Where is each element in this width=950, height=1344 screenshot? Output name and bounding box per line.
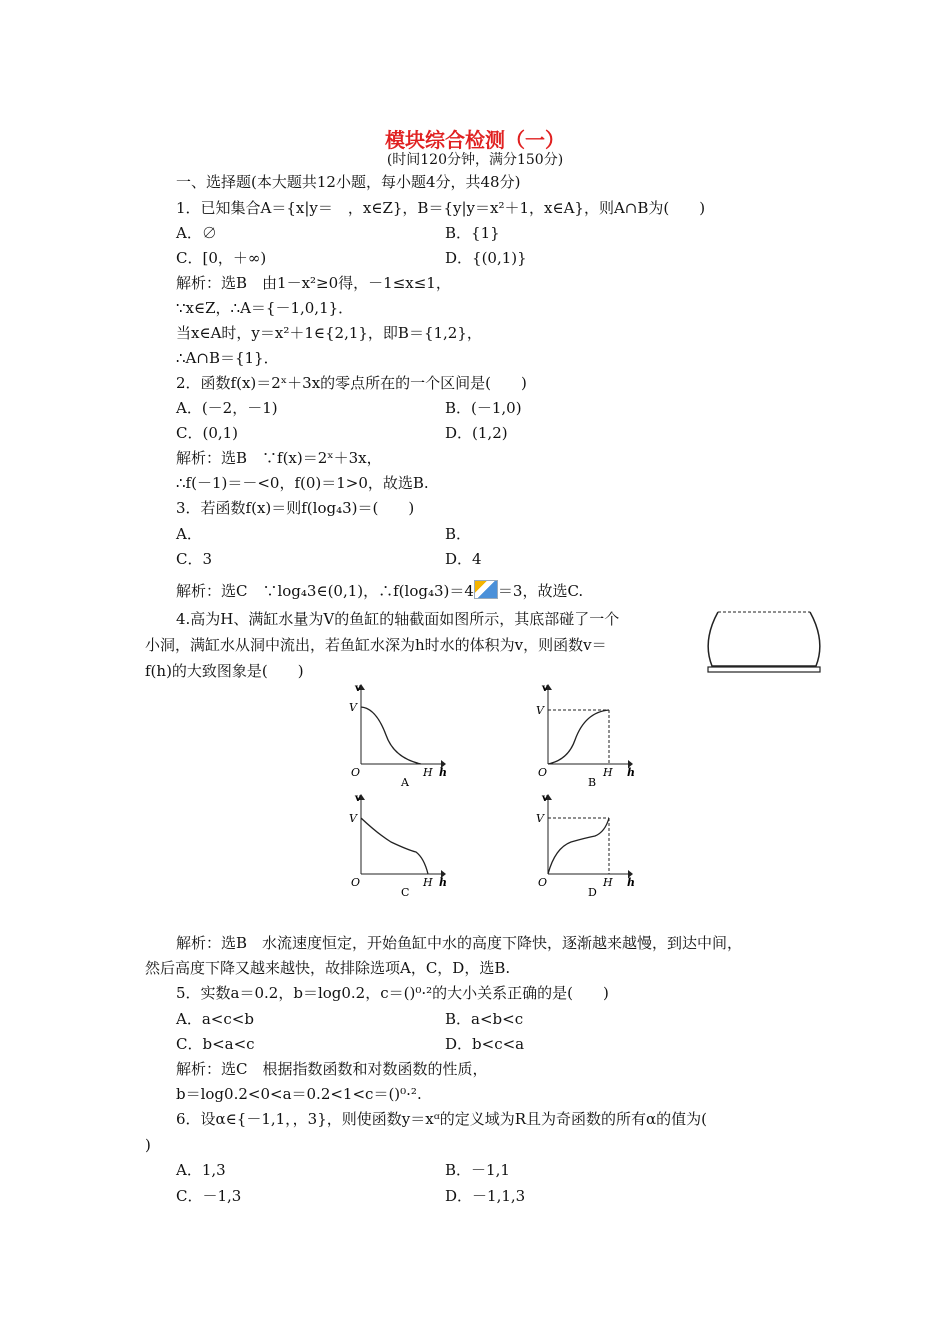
page-title: 模块综合检测（一） (385, 128, 565, 152)
question-4-line: 小洞，满缸水从洞中流出，若鱼缸水深为h时水的体积为v，则函数v＝ (145, 636, 607, 654)
axis-label-V: V (536, 812, 544, 825)
q2-option-d: D．(1,2) (445, 424, 508, 442)
q1-option-c: C．[0，＋∞) (176, 249, 267, 267)
axis-label-V: V (349, 701, 357, 714)
q1-option-b: B．{1} (445, 224, 500, 242)
q3-option-a: A． (176, 525, 202, 543)
question-1: 1．已知集合A＝{x|y＝ ，x∈Z}，B＝{y|y＝x²＋1，x∈A}，则A∩B为( ) (176, 199, 706, 217)
q6-option-b: B．－1,1 (445, 1161, 510, 1179)
q1-option-d: D．{(0,1)} (445, 249, 527, 267)
q6-option-d: D．－1,1,3 (445, 1187, 526, 1205)
q3-solution-line (176, 580, 583, 600)
fish-tank-figure (700, 606, 830, 678)
q2-solution-line: ∴f(－1)＝－<0，f(0)＝1>0，故选B. (176, 474, 429, 492)
axis-label-H: H (423, 876, 433, 889)
axis-label-H: H (603, 766, 613, 779)
q2-solution-line: 解析：选B ∵f(x)＝2ˣ＋3x， (176, 449, 382, 467)
graph-caption: D (588, 886, 597, 899)
q1-solution-line: 解析：选B 由1－x²≥0得，－1≤x≤1， (176, 274, 451, 292)
graph-option-c (346, 790, 446, 900)
graph-caption: C (401, 886, 410, 899)
axis-label-H: H (603, 876, 613, 889)
origin-label: O (351, 766, 361, 779)
graph-caption: A (401, 776, 409, 789)
q1-solution-line: ∵x∈Z，∴A＝{－1,0,1}． (176, 299, 354, 317)
graph-option-a (346, 680, 446, 790)
question-2: 2．函数f(x)＝2ˣ＋3x的零点所在的一个区间是( ) (176, 374, 527, 392)
q5-option-d: D．b<c<a (445, 1035, 525, 1053)
question-6-line: ) (145, 1136, 151, 1154)
question-3: 3．若函数f(x)＝则f(log₄3)＝( ) (176, 499, 415, 517)
axis-label-V: V (536, 704, 544, 717)
graph-option-b (533, 680, 638, 790)
axis-label-h: h (627, 766, 635, 779)
section-heading: 一、选择题(本大题共12小题，每小题4分，共48分) (176, 173, 521, 191)
q5-option-a: A．a<c<b (176, 1010, 254, 1028)
question-5: 5．实数a＝0.2，b＝log0.2，c＝()⁰·²的大小关系正确的是( ) (176, 984, 609, 1002)
question-4-line: 4.高为H、满缸水量为V的鱼缸的轴截面如图所示，其底部碰了一个 (176, 610, 620, 628)
question-6-line: 6．设α∈{－1,1，，3}，则使函数y＝xᵅ的定义域为R且为奇函数的所有α的值为( (176, 1110, 707, 1128)
axis-label-h: h (439, 876, 447, 889)
page-subtitle: (时间120分钟，满分150分) (386, 152, 564, 168)
axis-label-H: H (423, 766, 433, 779)
q4-solution-line: 然后高度下降又越来越快，故排除选项A，C，D，选B. (145, 959, 511, 977)
question-4-line: f(h)的大致图象是( ) (145, 662, 304, 680)
q3-solution-part2: ＝3，故选C. (497, 582, 584, 600)
q5-option-b: B．a<b<c (445, 1010, 524, 1028)
axis-label-h: h (627, 876, 635, 889)
axis-label-h: h (439, 766, 447, 779)
axis-label-v: v (542, 683, 548, 694)
q1-solution-line: 当x∈A时，y＝x²＋1∈{2,1}，即B＝{1,2}， (176, 324, 482, 342)
q2-option-b: B．(－1,0) (445, 399, 522, 417)
axis-label-v: v (355, 793, 361, 804)
axis-label-v: v (542, 793, 548, 804)
q6-option-a: A．1,3 (176, 1161, 226, 1179)
axis-label-v: v (355, 683, 361, 694)
q6-option-c: C．－1,3 (176, 1187, 242, 1205)
q3-option-c: C．3 (176, 550, 213, 568)
q3-option-d: D．4 (445, 550, 482, 568)
axis-label-V: V (349, 812, 357, 825)
q3-solution-part1: 解析：选C ∵log₄3∈(0,1)，∴f(log₄3)＝4 (176, 582, 474, 600)
graph-caption: B (588, 776, 597, 789)
q1-option-a: A．∅ (176, 224, 217, 242)
q3-option-b: B． (445, 525, 472, 543)
graph-option-d (533, 790, 638, 900)
q2-option-c: C．(0,1) (176, 424, 239, 442)
q5-option-c: C．b<a<c (176, 1035, 255, 1053)
q1-solution-line: ∴A∩B＝{1}． (176, 349, 279, 367)
origin-label: O (538, 766, 548, 779)
broken-image-icon (474, 580, 498, 599)
q5-solution-line: b＝log0.2<0<a＝0.2<1<c＝()⁰·². (176, 1085, 422, 1103)
q2-option-a: A．(－2，－1) (176, 399, 278, 417)
q5-solution-line: 解析：选C 根据指数函数和对数函数的性质， (176, 1060, 488, 1078)
origin-label: O (538, 876, 548, 889)
origin-label: O (351, 876, 361, 889)
q4-solution-line: 解析：选B 水流速度恒定，开始鱼缸中水的高度下降快，逐渐越来越慢，到达中间， (176, 934, 743, 952)
